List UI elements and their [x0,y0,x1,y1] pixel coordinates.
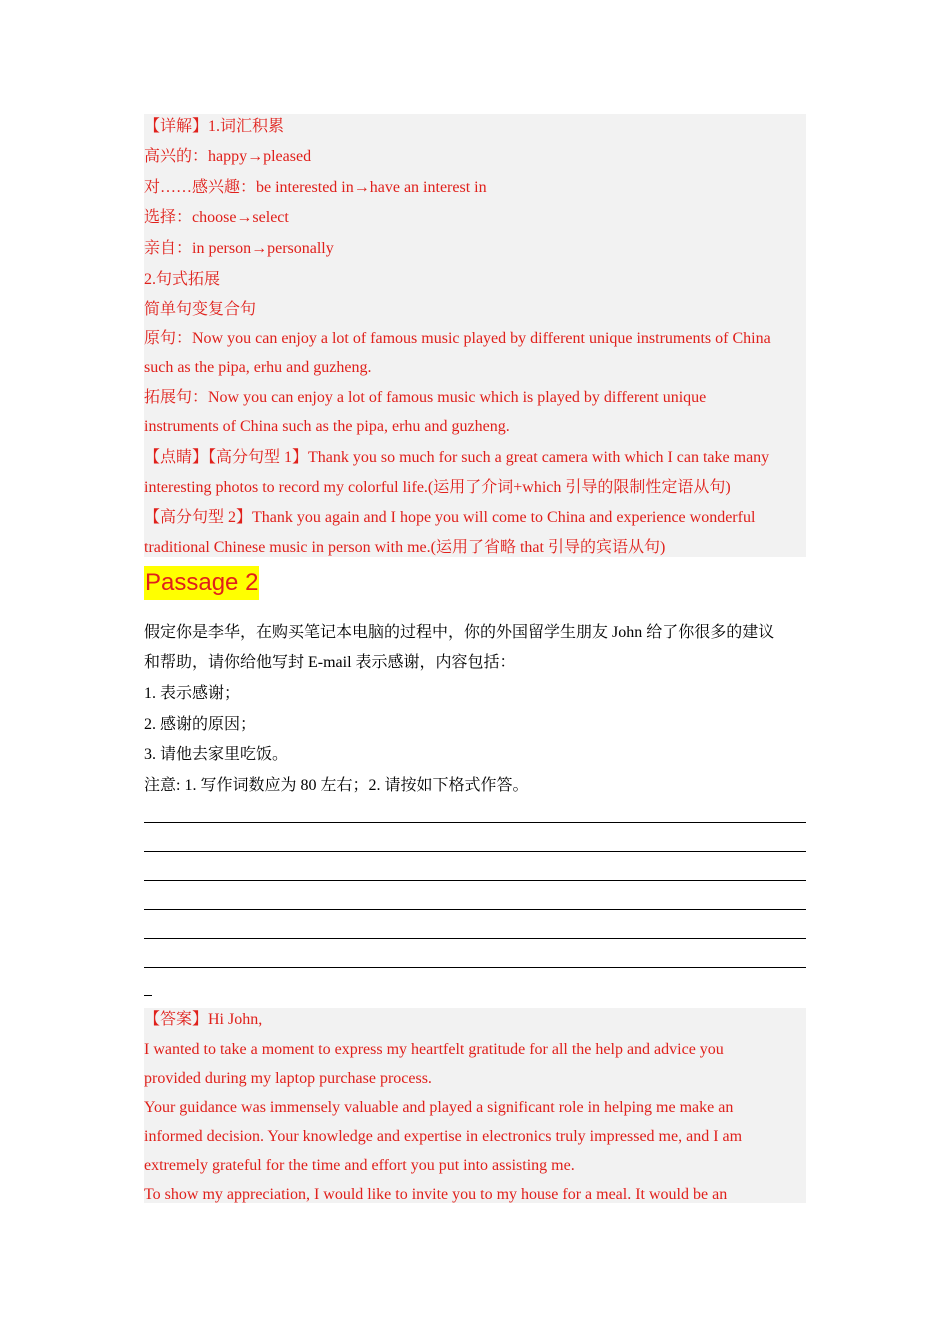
answer-line: extremely grateful for the time and effort you put into assisting me. [144,1157,575,1174]
prompt-line: 注意: 1. 写作词数应为 80 左右；2. 请按如下格式作答。 [144,777,529,794]
answer-line: To show my appreciation, I would like to invite you to my house for a meal. It would be an [144,1186,728,1203]
writing-line [144,851,806,852]
explanation-line: 【点睛】【高分句型 1】Thank you so much for such a great camera with which I can take many [144,449,770,466]
prompt-line: 3. 请他去家里吃饭。 [144,746,289,763]
writing-line-end [144,995,152,996]
prompt-line: 1. 表示感谢； [144,685,241,702]
prompt-line: 假定你是李华，在购买笔记本电脑的过程中，你的外国留学生朋友 John 给了你很多的建议 [144,624,775,641]
explanation-line: 【详解】1.词汇积累 [144,118,285,135]
explanation-line: interesting photos to record my colorful life.(运用了介词+which 引导的限制性定语从句) [144,479,731,496]
explanation-line: traditional Chinese music in person with me.(运用了省略 that 引导的宾语从句) [144,539,666,556]
writing-line [144,822,806,823]
writing-line [144,909,806,910]
explanation-line: instruments of China such as the pipa, erhu and guzheng. [144,418,510,435]
prompt-section [144,620,806,800]
prompt-line: 和帮助，请你给他写封 E-mail 表示感谢，内容包括： [144,654,516,671]
writing-line [144,880,806,881]
explanation-section [144,114,806,557]
explanation-line: 【高分句型 2】Thank you again and I hope you will come to China and experience wonderful [144,509,756,526]
explanation-line: 亲自：in person→personally [144,240,334,257]
answer-line: informed decision. Your knowledge and expertise in electronics truly impressed me, and I am [144,1128,743,1145]
answer-writing-area [144,800,806,1000]
explanation-line: 对……感兴趣：be interested in→have an interest in [144,179,487,196]
answer-section [144,1008,806,1203]
explanation-line: 原句：Now you can enjoy a lot of famous music played by different unique instruments of China [144,330,771,347]
explanation-line: 简单句变复合句 [144,301,257,318]
prompt-line: 2. 感谢的原因； [144,716,257,733]
answer-line: 【答案】Hi John, [144,1011,263,1028]
writing-line [144,967,806,968]
answer-line: provided during my laptop purchase process. [144,1070,432,1087]
explanation-line: 2.句式拓展 [144,271,221,288]
explanation-line: 拓展句：Now you can enjoy a lot of famous music which is played by different unique [144,389,707,406]
explanation-line: such as the pipa, erhu and guzheng. [144,359,372,376]
writing-line [144,938,806,939]
explanation-line: 选择：choose→select [144,209,289,226]
passage-title: Passage 2 [144,566,259,600]
answer-line: Your guidance was immensely valuable and played a significant role in helping me make an [144,1099,734,1116]
explanation-line: 高兴的：happy→pleased [144,148,312,165]
answer-line: I wanted to take a moment to express my heartfelt gratitude for all the help and advice you [144,1041,724,1058]
